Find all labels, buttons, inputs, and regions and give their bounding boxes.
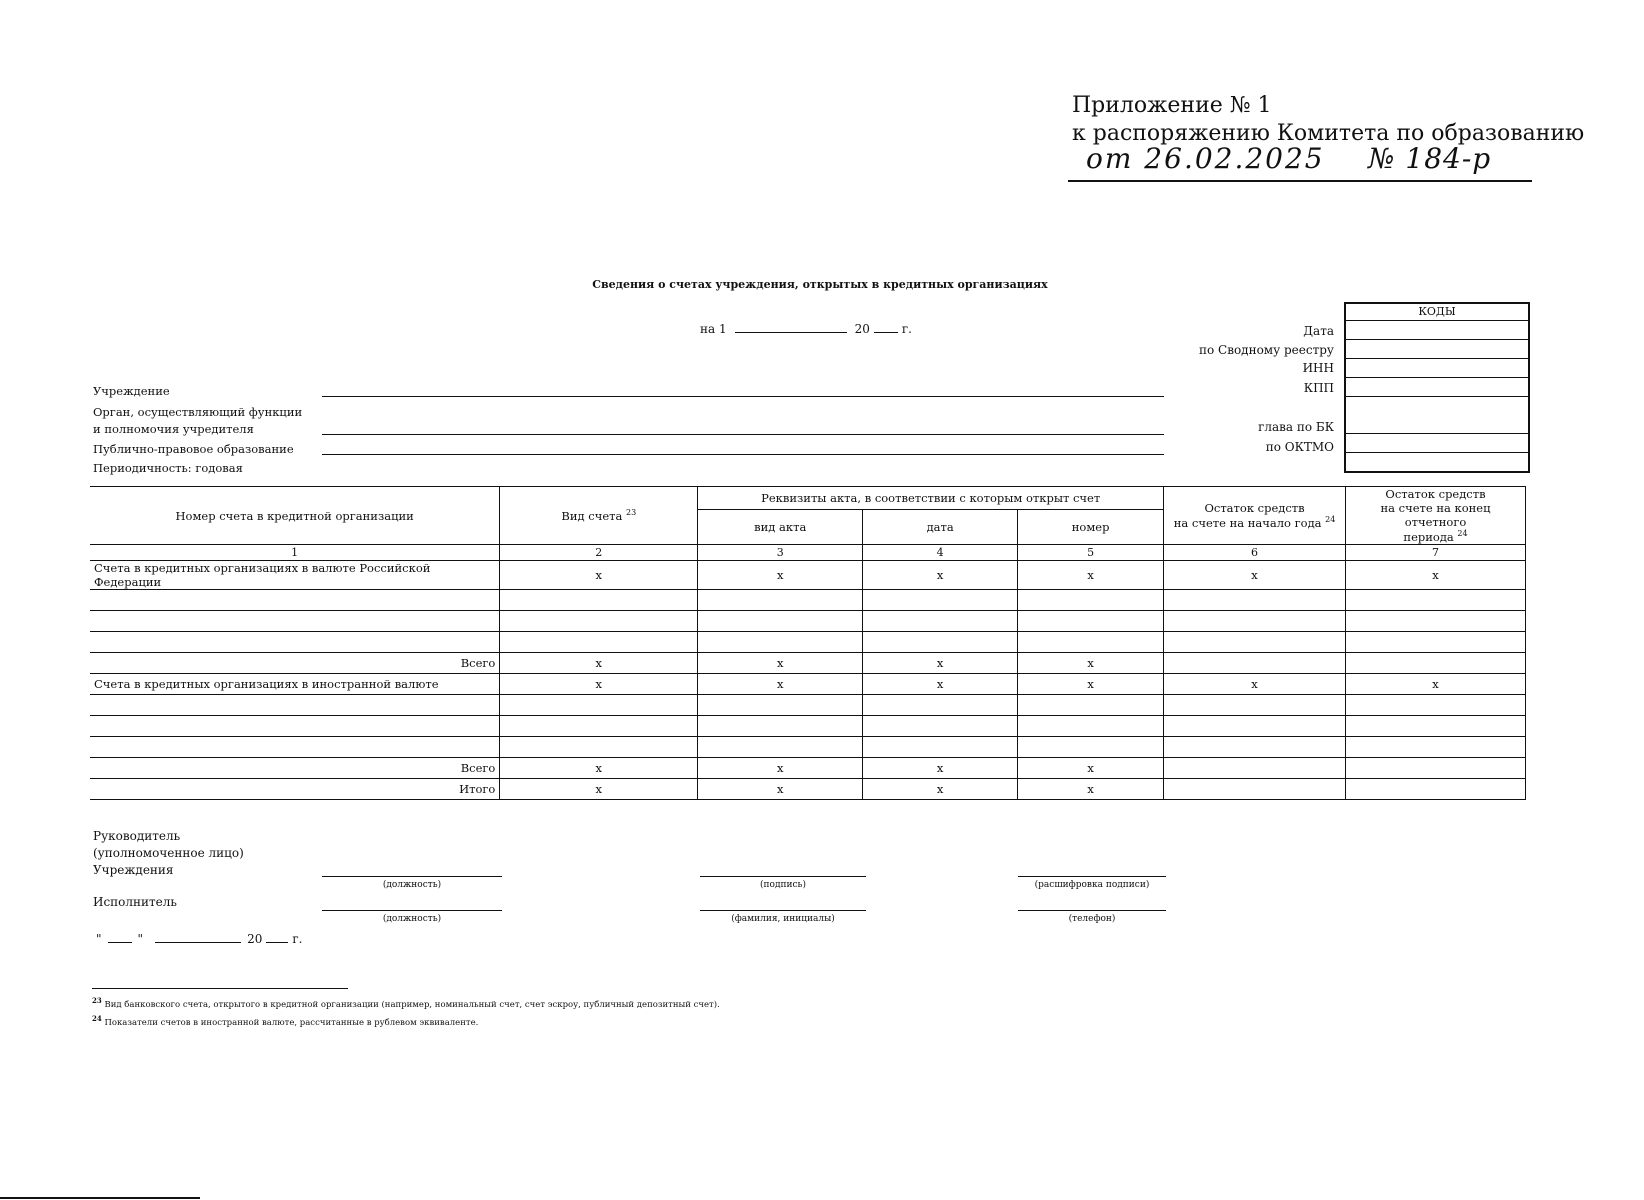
footnote-23-mark: 23	[92, 996, 102, 1005]
table-row	[90, 737, 1526, 758]
x-mark: x	[1346, 561, 1526, 590]
col-header-account: Номер счета в кредитной организации	[90, 487, 500, 545]
x-mark: x	[500, 653, 698, 674]
col-header-act-number: номер	[1018, 510, 1164, 545]
col-header-begin-balance	[1164, 487, 1346, 545]
codes-header: КОДЫ	[1346, 304, 1528, 321]
date-year-blank	[266, 932, 288, 943]
appendix-reference: к распоряжению Комитета по образованию	[1072, 121, 1585, 146]
col-header-begin-note: 24	[1325, 515, 1336, 525]
table-row	[90, 632, 1526, 653]
x-mark: x	[863, 779, 1018, 800]
column-number: 5	[1018, 545, 1164, 561]
section-row-rub	[90, 561, 1526, 590]
field-label-periodicity: Периодичность: годовая	[93, 461, 243, 475]
sign-date	[96, 932, 302, 946]
x-mark: x	[1018, 779, 1164, 800]
col-header-end-2: на счете на конец отчетного	[1380, 501, 1491, 530]
column-number: 1	[90, 545, 500, 561]
signatory-head-2: (уполномоченное лицо)	[93, 846, 244, 860]
code-cell-inn	[1346, 359, 1528, 378]
report-date	[700, 322, 912, 336]
code-label-kpp: КПП	[1303, 381, 1334, 395]
caption-position-2: (должность)	[382, 914, 442, 924]
x-mark: x	[863, 758, 1018, 779]
appendix-title: Приложение № 1	[1072, 93, 1272, 118]
section-row-fx	[90, 674, 1526, 695]
column-number: 3	[698, 545, 863, 561]
report-date-year: 20	[854, 322, 870, 336]
executor-line-position	[322, 910, 502, 911]
signatory-head-1: Руководитель	[93, 829, 181, 843]
footnote-23	[92, 996, 720, 1010]
x-mark: x	[863, 674, 1018, 695]
x-mark: x	[1018, 674, 1164, 695]
code-label-oktmo: по ОКТМО	[1265, 440, 1334, 454]
grand-total-label: Итого	[90, 779, 500, 800]
field-label-institution: Учреждение	[93, 384, 170, 398]
total-label: Всего	[90, 653, 500, 674]
x-mark: x	[698, 779, 863, 800]
x-mark: x	[1164, 561, 1346, 590]
section-label-rub: Счета в кредитных организациях в валюте Российской Федерации	[90, 561, 500, 590]
signature-line-decode	[1018, 876, 1166, 877]
x-mark: x	[500, 674, 698, 695]
code-cell-bk	[1346, 397, 1528, 434]
report-date-prefix: на 1	[700, 322, 727, 336]
table-row	[90, 611, 1526, 632]
col-header-type-label: Вид счета	[561, 508, 623, 523]
footnote-separator	[92, 988, 348, 989]
signatory-block	[93, 828, 244, 879]
x-mark: x	[500, 758, 698, 779]
code-label-bk: глава по БК	[1258, 420, 1334, 434]
field-label-public-entity: Публично-правовое образование	[93, 442, 294, 456]
col-header-end-3: периода	[1403, 529, 1454, 544]
total-label: Всего	[90, 758, 500, 779]
x-mark: x	[698, 653, 863, 674]
field-line-institution	[322, 396, 1164, 397]
total-row-rub	[90, 653, 1526, 674]
date-quote-open: "	[96, 932, 102, 946]
signature-line-sign	[700, 876, 866, 877]
col-header-end-balance	[1346, 487, 1526, 545]
code-cell-oktmo	[1346, 434, 1528, 453]
code-label-inn: ИНН	[1302, 361, 1334, 375]
col-header-end-note: 24	[1457, 529, 1468, 539]
x-mark: x	[698, 758, 863, 779]
accounts-table	[90, 486, 1526, 800]
column-number: 2	[500, 545, 698, 561]
grand-total-row	[90, 779, 1526, 800]
executor-line-phone	[1018, 910, 1166, 911]
handwritten-date-line	[1068, 142, 1532, 182]
executor-line-name	[700, 910, 866, 911]
column-number-row	[90, 545, 1526, 561]
footnote-24-mark: 24	[92, 1014, 102, 1023]
footnote-24-text: Показатели счетов в иностранной валюте, рассчитанные в рублевом эквиваленте.	[104, 1017, 479, 1028]
caption-phone: (телефон)	[1068, 914, 1116, 924]
caption-position: (должность)	[382, 880, 442, 890]
code-cell-periodicity	[1346, 453, 1528, 471]
date-month-blank	[155, 932, 241, 943]
x-mark: x	[698, 561, 863, 590]
column-number: 7	[1346, 545, 1526, 561]
x-mark: x	[863, 653, 1018, 674]
column-number: 6	[1164, 545, 1346, 561]
x-mark: x	[500, 561, 698, 590]
codes-box	[1344, 302, 1530, 473]
col-header-end-1: Остаток средств	[1385, 487, 1486, 502]
x-mark: x	[1164, 674, 1346, 695]
table-row	[90, 590, 1526, 611]
page-edge-line	[0, 1197, 200, 1199]
x-mark: x	[1346, 674, 1526, 695]
appendix-block	[1072, 92, 1584, 148]
caption-signature: (подпись)	[760, 880, 806, 890]
footnote-23-text: Вид банковского счета, открытого в кредитной организации (например, номинальный счет, счет эскроу, публичный депозитный счет).	[104, 999, 720, 1010]
table-row	[90, 716, 1526, 737]
code-cell-kpp	[1346, 378, 1528, 397]
footnote-24	[92, 1014, 478, 1028]
col-header-begin-2: на счете на начало года	[1173, 515, 1322, 530]
x-mark: x	[863, 561, 1018, 590]
report-year-blank	[874, 322, 898, 333]
date-day-blank	[108, 932, 132, 943]
col-header-type	[500, 487, 698, 545]
field-label-founder-1: Орган, осуществляющий функции	[93, 405, 303, 419]
code-cell-date	[1346, 321, 1528, 340]
field-line-public-entity	[322, 454, 1164, 455]
col-header-act-date: дата	[863, 510, 1018, 545]
col-header-type-note: 23	[626, 508, 637, 518]
handwritten-date: от 26.02.2025	[1086, 142, 1325, 175]
code-label-registry: по Сводному реестру	[1198, 343, 1334, 357]
date-year: 20	[247, 932, 263, 946]
col-header-begin-1: Остаток средств	[1204, 501, 1305, 516]
signatory-head-3: Учреждения	[93, 863, 174, 877]
col-header-act-group: Реквизиты акта, в соответствии с которым открыт счет	[698, 487, 1164, 510]
report-date-suffix: г.	[901, 322, 912, 336]
x-mark: x	[1018, 758, 1164, 779]
x-mark: x	[1018, 653, 1164, 674]
signature-line-position	[322, 876, 502, 877]
handwritten-number: № 184-р	[1368, 142, 1492, 175]
report-date-blank	[735, 322, 847, 333]
date-quote-close: "	[137, 932, 144, 946]
code-cell-registry	[1346, 340, 1528, 359]
executor-label: Исполнитель	[93, 895, 177, 909]
table-row	[90, 695, 1526, 716]
x-mark: x	[500, 779, 698, 800]
code-label-date: Дата	[1303, 324, 1334, 338]
x-mark: x	[698, 674, 863, 695]
total-row-fx	[90, 758, 1526, 779]
x-mark: x	[1018, 561, 1164, 590]
caption-decode: (расшифровка подписи)	[1034, 880, 1150, 890]
col-header-act-type: вид акта	[698, 510, 863, 545]
caption-name: (фамилия, инициалы)	[731, 914, 835, 924]
column-number: 4	[863, 545, 1018, 561]
field-label-founder-2: и полномочия учредителя	[93, 422, 254, 436]
field-line-founder	[322, 434, 1164, 435]
date-suffix: г.	[292, 932, 303, 946]
section-label-fx: Счета в кредитных организациях в иностранной валюте	[90, 674, 500, 695]
document-title: Сведения о счетах учреждения, открытых в кредитных организациях	[592, 278, 1048, 291]
